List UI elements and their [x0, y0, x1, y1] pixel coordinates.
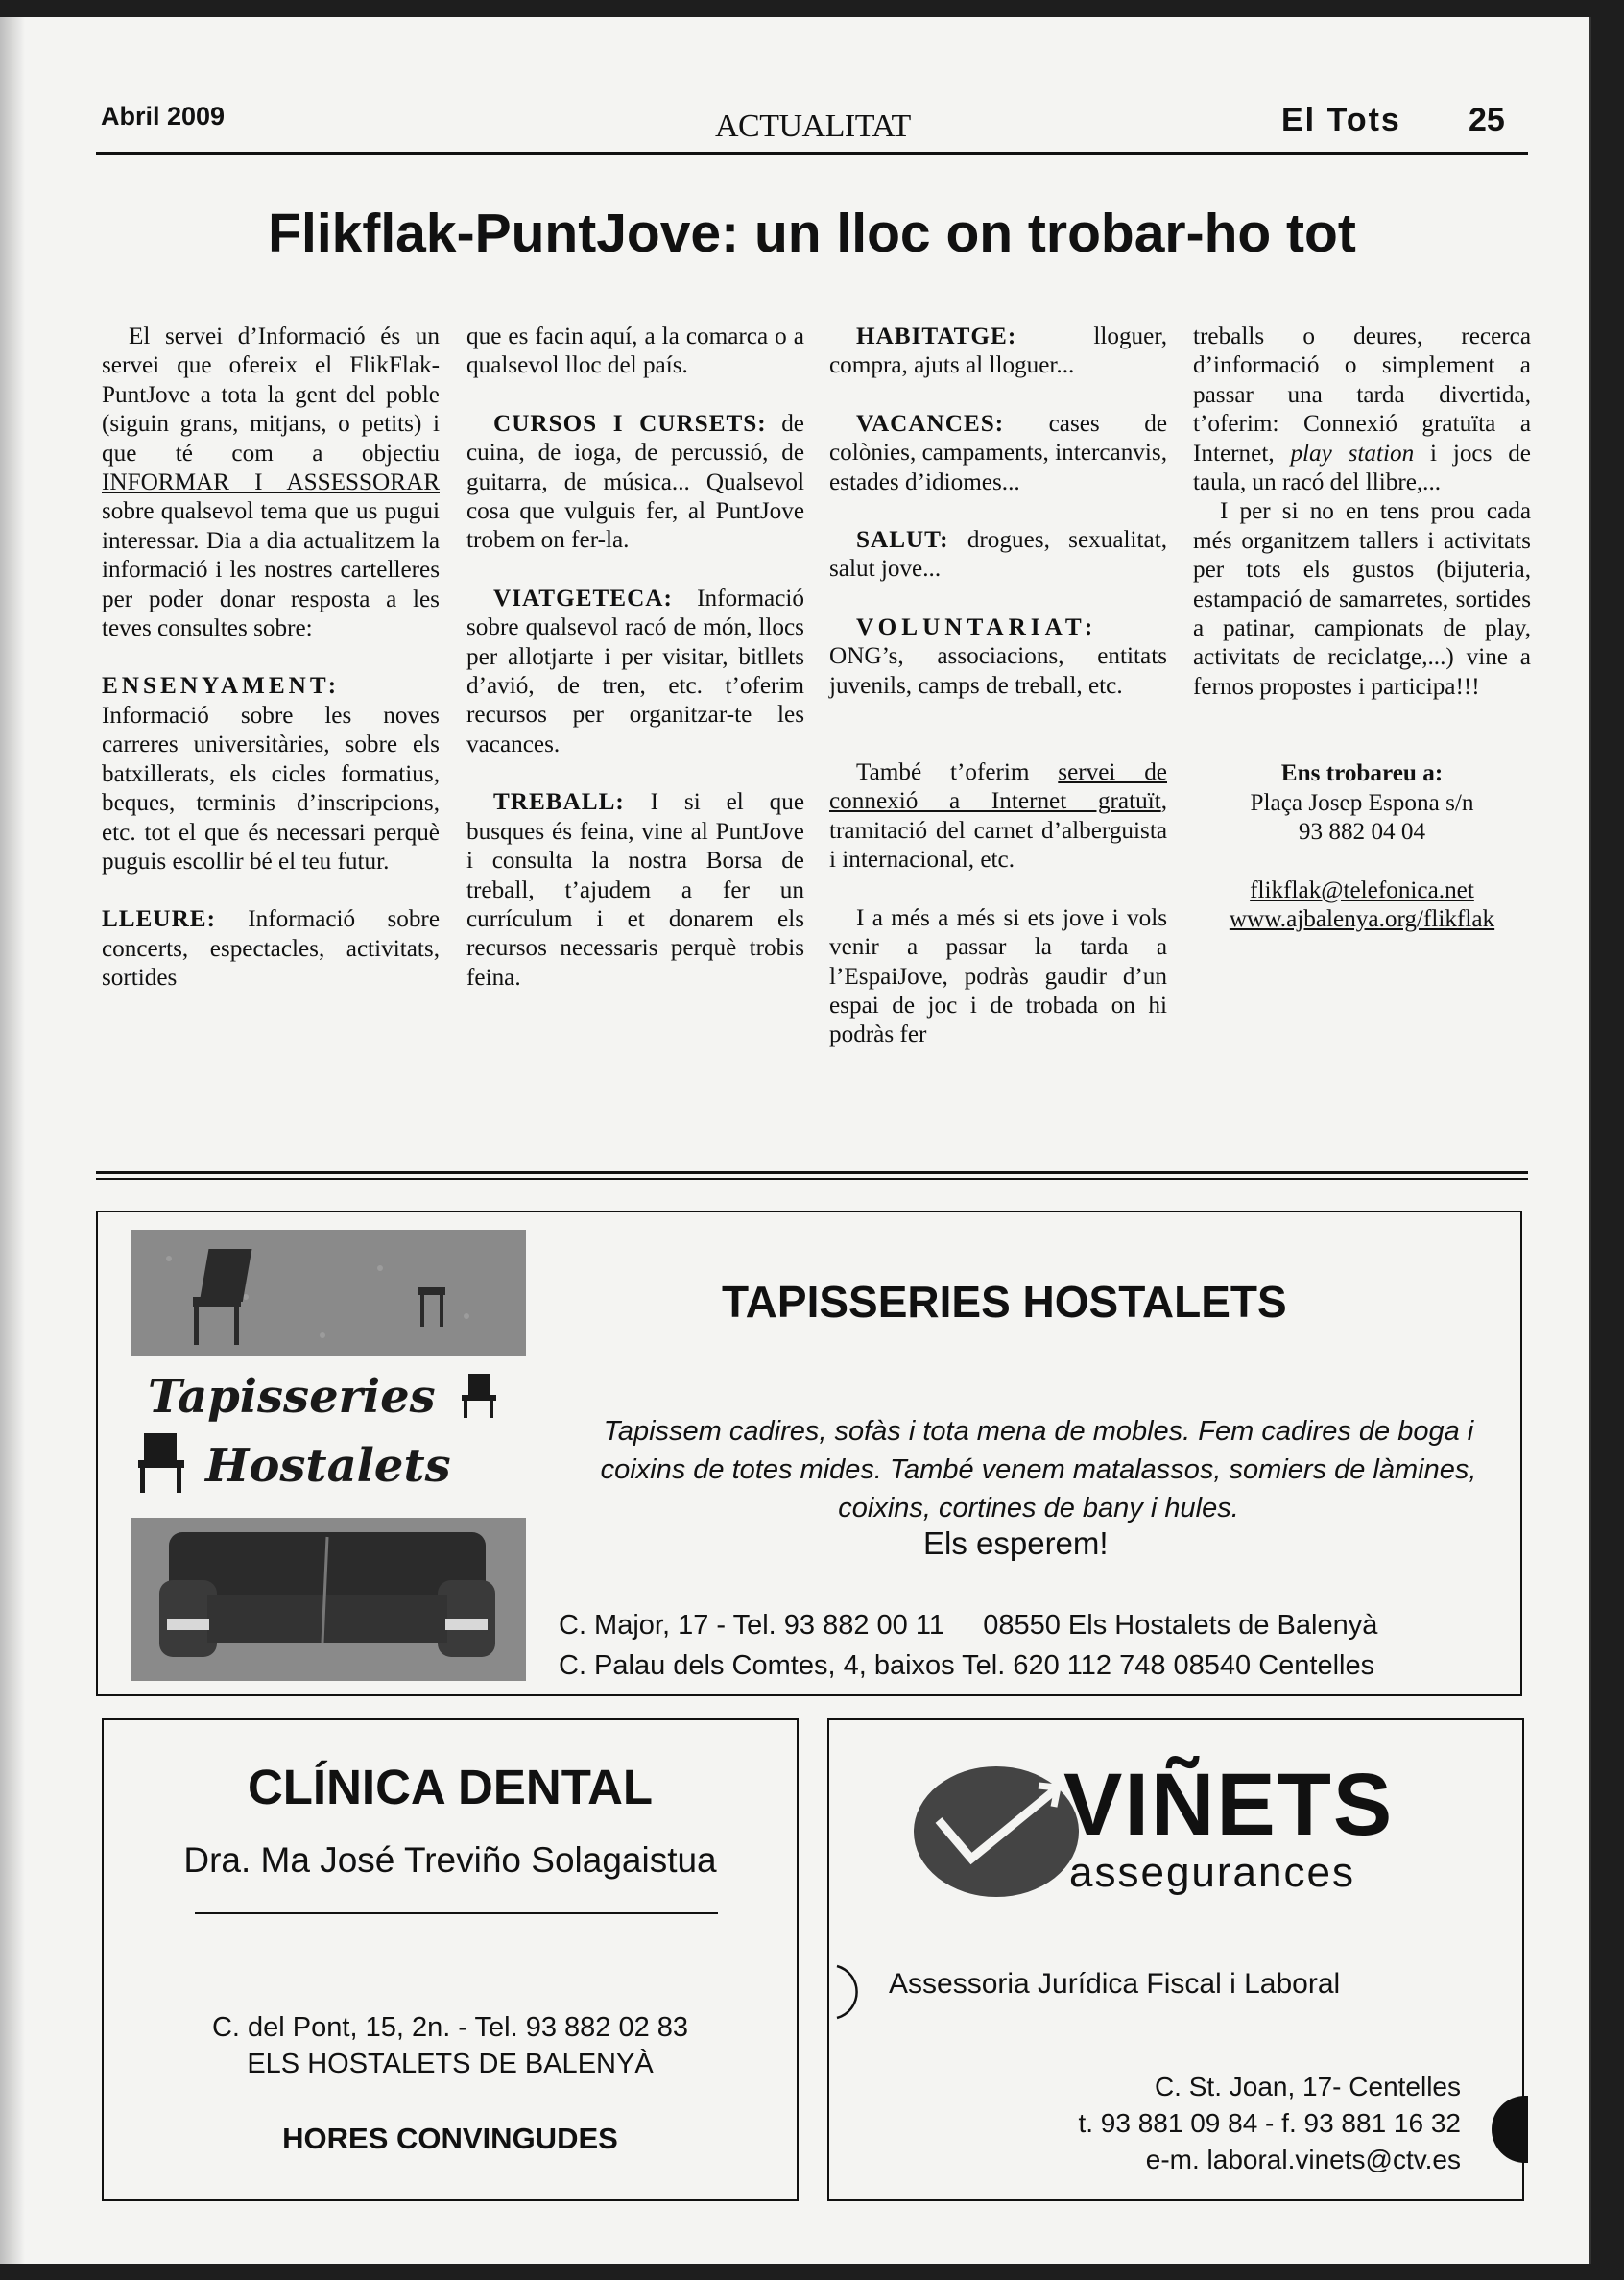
clinica-doctor: Dra. Ma José Treviño Solagaistua: [183, 1840, 717, 1880]
intro-text-end: sobre qualsevol tema que us pugui interessar. Dia a dia actualitzem la informació i les nostres cartelleres per poder donar resposta a les teves consultes sobre:: [102, 498, 440, 642]
article-column-3: [829, 323, 1167, 1050]
article-bottom-rule: [96, 1171, 1528, 1174]
article-title: Flikflak-PuntJove: un lloc on trobar-ho tot: [268, 203, 1356, 264]
page-binding-shadow: [0, 17, 25, 2264]
lleure-heading: LLEURE:: [102, 906, 216, 933]
treball-paragraph: [466, 788, 804, 993]
viatgeteca-paragraph: [466, 585, 804, 759]
lleure-paragraph: [102, 905, 440, 993]
continuation-paragraph: que es facin aquí, a la comarca o a qualsevol lloc del país.: [466, 324, 804, 379]
tambe-text: També t’oferim: [856, 759, 1059, 786]
contact-heading: Ens trobareu a:: [1280, 760, 1444, 787]
vinets-advert: [827, 1718, 1524, 2201]
article-column-1: [102, 323, 440, 994]
tapisseries-cta: Els esperem!: [923, 1525, 1109, 1561]
internet-service-emphasis: servei de connexió a Internet gratuït: [829, 759, 1167, 815]
tambe-text-end: , tramitació del carnet d’alberguista i internacional, etc.: [829, 788, 1167, 874]
tapisseries-address-1: C. Major, 17 - Tel. 93 882 00 11 08550 Els Hostalets de Balenyà: [559, 1610, 1378, 1641]
header-page-number: 25: [1469, 102, 1505, 138]
intro-text: El servei d’Informació és un servei que ofereix el FlikFlak-PuntJove a tota la gent del poble (siguin grans, mitjans, o petits) i que té com a objectiu: [102, 324, 440, 467]
espaijove-paragraph: I a més a més si ets jove i vols venir a passar la tarda a l’EspaiJove, podràs gaudir d’un espai de joc i de trobada on hi podràs fer: [829, 904, 1167, 1048]
sofa-icon: [159, 1532, 495, 1657]
armchair-icon: [138, 1433, 184, 1493]
tapisseries-name: TAPISSERIES HOSTALETS: [722, 1277, 1287, 1327]
vinets-service: Assessoria Jurídica Fiscal i Laboral: [889, 1968, 1341, 2000]
viatgeteca-text: Informació sobre qualsevol racó de món, llocs per allotjarte i per visitar, bitllets d’avió, de tren, etc. t’oferim recursos per organitzar-te les vacances.: [466, 585, 804, 757]
furniture-illustration: [131, 1230, 526, 1681]
habitatge-paragraph: [829, 323, 1167, 381]
tapisseries-description: Tapissem cadires, sofàs i tota mena de mobles. Fem cadires de boga i coixins de totes mides. També venem matalassos, somiers de làmines, coixins, cortines de bany i hules.: [600, 1416, 1477, 1524]
logo-line-1: Tapisseries: [148, 1370, 436, 1424]
voluntariat-paragraph: [829, 613, 1167, 701]
contact-email-link[interactable]: flikflak@telefonica.net: [1250, 876, 1474, 903]
salut-heading: SALUT:: [856, 527, 949, 554]
vacances-text: cases de colònies, campaments, intercanvis, estades d’idiomes...: [829, 410, 1167, 495]
article-bottom-rule-2: [96, 1178, 1528, 1180]
article-column-4: [1193, 323, 1531, 934]
clinica-dental-advert: [102, 1718, 799, 2201]
cursos-heading: CURSOS I CURSETS:: [493, 410, 767, 437]
lleure-text: Informació sobre concerts, espectacles, activitats, sortides: [102, 906, 440, 992]
vinets-subtitle: assegurances: [1069, 1849, 1355, 1896]
contact-web-link[interactable]: www.ajbalenya.org/flikflak: [1229, 905, 1495, 932]
workshops-paragraph: I per si no en tens prou cada més organitzem tallers i activitats per tots els gustos (bijuteria, estampació de samarretes, sortides a patinar, campionats de play, activitats de reciclatge,...) vine a fernos propostes i participa!!!: [1193, 498, 1531, 700]
activities-text-end: i jocs de taula, un racó del llibre,...: [1193, 440, 1531, 496]
header-rule: [96, 152, 1528, 155]
ensenyament-text: Informació sobre les noves carreres universitàries, sobre els batxillerats, els cicles formatius, beques, terminis d’inscripcions, etc. tot el que és necessari perquè puguis escollir bé el teu futur.: [102, 702, 440, 875]
voluntariat-heading: VOLUNTARIAT:: [856, 613, 1098, 640]
play-station-text: play station: [1290, 440, 1415, 467]
vinets-phones: t. 93 881 09 84 - f. 93 881 16 32: [1078, 2108, 1461, 2138]
salut-text: drogues, sexualitat, salut jove...: [829, 527, 1167, 583]
voluntariat-text: ONG’s, associacions, entitats juvenils, camps de treball, etc.: [829, 643, 1167, 699]
clinica-address-2: ELS HOSTALETS DE BALENYÀ: [247, 2049, 654, 2079]
vinets-email: e-m. laboral.vinets@ctv.es: [1145, 2145, 1461, 2174]
ensenyament-heading: ENSENYAMENT:: [102, 673, 341, 700]
intro-paragraph: [102, 323, 440, 643]
activities-paragraph: [1193, 323, 1531, 497]
tapisseries-advert: [96, 1211, 1522, 1696]
ensenyament-paragraph: [102, 672, 440, 876]
small-chair-icon: [462, 1374, 496, 1418]
cursos-paragraph: [466, 410, 804, 556]
vacances-heading: VACANCES:: [856, 410, 1005, 437]
magazine-page: [0, 17, 1591, 2264]
header-publication: El Tots: [1281, 102, 1401, 138]
clinica-hours: HORES CONVINGUDES: [282, 2122, 618, 2155]
habitatge-heading: HABITATGE:: [856, 324, 1017, 349]
intro-emphasis: INFORMAR I ASSESSORAR: [102, 469, 440, 496]
article-column-2: [466, 323, 804, 993]
vinets-address: C. St. Joan, 17- Centelles: [1154, 2072, 1461, 2101]
habitatge-text: lloguer, compra, ajuts al lloguer...: [829, 324, 1167, 379]
vinets-name: VIÑETS: [1063, 1756, 1395, 1854]
tapisseries-address-2: C. Palau dels Comtes, 4, baixos Tel. 620 112 748 08540 Centelles: [559, 1650, 1375, 1681]
clinica-name: CLÍNICA DENTAL: [247, 1760, 654, 1814]
bracket-icon: [829, 1964, 868, 2020]
logo-line-2: Hostalets: [205, 1439, 451, 1493]
contact-address: Plaça Josep Espona s/n: [1250, 789, 1474, 816]
activities-text: treballs o deures, recerca d’informació o simplement a passar una tarda divertida, t’oferim: Connexió gratuïta a Internet,: [1193, 324, 1531, 467]
treball-heading: TREBALL:: [493, 789, 625, 816]
header-section: ACTUALITAT: [715, 108, 911, 144]
viatgeteca-heading: VIATGETECA:: [493, 585, 673, 612]
clinica-divider: [195, 1912, 718, 1914]
cursos-text: de cuina, de ioga, de percussió, de guitarra, de música... Qualsevol cosa que vulguis fer, al PuntJove trobem on fer-la.: [466, 410, 804, 554]
tambe-paragraph: [829, 758, 1167, 876]
salut-paragraph: [829, 526, 1167, 585]
contact-phone: 93 882 04 04: [1298, 819, 1426, 846]
vacances-paragraph: [829, 410, 1167, 497]
half-circle-marker-icon: [1492, 2096, 1528, 2163]
clinica-address-1: C. del Pont, 15, 2n. - Tel. 93 882 02 83: [211, 2012, 689, 2043]
header-date: Abril 2009: [101, 102, 226, 131]
treball-text: I si el que busques és feina, vine al PuntJove i consulta la nostra Borsa de treball, t’ajudem a fer un currículum i et donarem els recursos necessaris perquè trobis feina.: [466, 789, 804, 991]
vinets-logo-icon: [912, 1763, 1081, 1899]
